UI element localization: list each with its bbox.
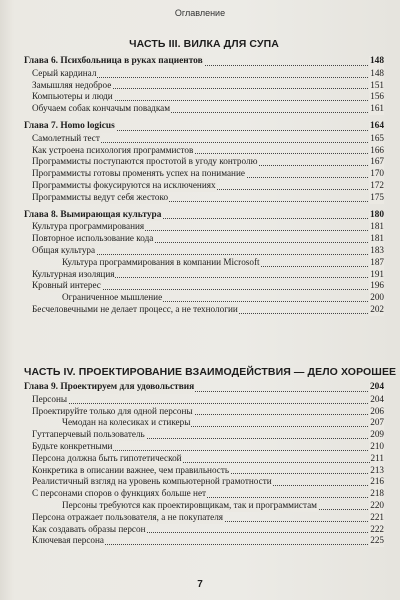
entry-page: 156 (370, 91, 384, 102)
entry-page: 210 (370, 440, 384, 451)
entry-title: Программисты готовы променять успех на понимание (32, 168, 245, 179)
toc-entry[interactable] (24, 524, 384, 536)
running-head: Оглавление (174, 8, 226, 18)
entry-title: Персона должна быть гипотетической (32, 452, 182, 463)
entry-page: 213 (370, 464, 384, 475)
entry-page: 206 (370, 405, 384, 416)
toc-entry[interactable] (24, 68, 384, 80)
entry-page: 209 (370, 429, 384, 440)
entry-page: 181 (370, 221, 384, 232)
entry-title: Самолетный тест (32, 132, 100, 143)
entry-page: 218 (370, 488, 384, 499)
entry-page: 175 (370, 191, 384, 202)
chapter-page: 148 (369, 56, 384, 66)
entry-page: 165 (370, 132, 384, 143)
toc-part-iii (24, 54, 384, 316)
toc-entry[interactable] (24, 168, 384, 180)
chapter-title: Глава 7. Homo logicus (24, 120, 115, 131)
toc-entry[interactable] (24, 145, 384, 157)
toc-entry[interactable] (24, 192, 384, 204)
toc-entry[interactable] (24, 103, 384, 115)
toc-chapter-7[interactable] (24, 121, 384, 133)
chapter-page: 180 (369, 209, 384, 220)
toc-subentry[interactable] (24, 500, 384, 512)
toc-entry[interactable] (24, 133, 384, 145)
chapter-title: Глава 6. Психбольница в руках пациентов (24, 56, 203, 66)
entry-page: 202 (370, 303, 384, 314)
entry-page: 207 (370, 417, 384, 428)
entry-page: 172 (370, 179, 384, 190)
entry-title: Персоны (32, 393, 68, 404)
entry-title: Кровный интерес (32, 280, 101, 291)
toc-entry[interactable] (24, 156, 384, 168)
entry-page: 196 (370, 280, 384, 291)
entry-title: Конкретика в описании важнее, чем правильность (32, 464, 230, 475)
entry-page: 216 (370, 476, 384, 487)
entry-title: Программисты фокусируются на исключениях (32, 179, 216, 190)
toc-subentry[interactable] (24, 257, 384, 269)
toc-entry[interactable] (24, 406, 384, 418)
entry-page: 166 (370, 144, 384, 155)
entry-title: Серый кардинал (32, 67, 97, 78)
entry-title: Гуттаперчевый пользователь (32, 429, 145, 440)
entry-title: Обучаем собак кончачым повадкам (32, 103, 171, 114)
entry-page: 200 (370, 292, 384, 303)
entry-title: С персонами споров о функциях больше нет (32, 488, 207, 499)
chapter-title: Глава 8. Вымирающая культура (24, 209, 162, 220)
toc-entry[interactable] (24, 512, 384, 524)
entry-title: Культура программирования (32, 221, 145, 232)
entry-page: 191 (370, 268, 384, 279)
entry-page: 181 (370, 233, 384, 244)
toc-entry[interactable] (24, 221, 384, 233)
chapter-title: Глава 9. Проектируем для удовольствия (24, 382, 195, 392)
entry-title: Повторное использование кода (32, 233, 154, 244)
entry-page: 161 (370, 103, 384, 114)
entry-title: Персоны требуются как проектировщикам, так и программистам (62, 499, 317, 510)
entry-page: 167 (370, 156, 384, 167)
entry-title: Замышляя недоброе (32, 79, 112, 90)
toc-entry[interactable] (24, 394, 384, 406)
entry-page: 148 (370, 67, 384, 78)
part-title-iii: ЧАСТЬ III. ВИЛКА ДЛЯ СУПА (129, 38, 279, 50)
toc-entry[interactable] (24, 91, 384, 103)
entry-page: 220 (370, 499, 384, 510)
toc-entry[interactable] (24, 245, 384, 257)
toc-entry[interactable] (24, 488, 384, 500)
spacer (24, 115, 384, 119)
entry-title: Культура программирования в компании Microsoft (62, 256, 260, 267)
toc-chapter-6[interactable] (24, 56, 384, 68)
toc-entry[interactable] (24, 280, 384, 292)
toc-subentry[interactable] (24, 417, 384, 429)
toc-entry[interactable] (24, 465, 384, 477)
entry-page: 187 (370, 256, 384, 267)
toc-entry[interactable] (24, 233, 384, 245)
entry-page: 211 (370, 452, 384, 463)
entry-page: 183 (370, 244, 384, 255)
page-number: 7 (197, 579, 203, 590)
toc-entry[interactable] (24, 429, 384, 441)
chapter-page: 164 (369, 120, 384, 131)
entry-title: Программисты поступаются простотой в угоду контролю (32, 156, 258, 167)
chapter-page: 204 (369, 382, 384, 392)
entry-title: Чемодан на колесиках и стикеры (62, 417, 191, 428)
part-title-iv: ЧАСТЬ IV. ПРОЕКТИРОВАНИЕ ВЗАИМОДЕЙСТВИЯ — ДЕЛО ХОРОШЕЕ (24, 366, 397, 378)
toc-subentry[interactable] (24, 292, 384, 304)
entry-title: Персона отражает пользователя, а не покупателя (32, 511, 224, 522)
entry-title: Как устроена психология программистов (32, 144, 194, 155)
toc-chapter-9[interactable] (24, 382, 384, 394)
entry-page: 170 (370, 168, 384, 179)
toc-entry[interactable] (24, 453, 384, 465)
entry-title: Реалистичный взгляд на уровень компьютерной грамотности (32, 476, 272, 487)
entry-title: Компьютеры и люди (32, 91, 113, 102)
toc-entry[interactable] (24, 535, 384, 547)
entry-page: 221 (370, 511, 384, 522)
entry-title: Будьте конкретными (32, 440, 113, 451)
entry-page: 222 (370, 523, 384, 534)
toc-entry[interactable] (24, 180, 384, 192)
entry-title: Как создавать образы персон (32, 523, 146, 534)
entry-title: Ограниченное мышление (62, 292, 163, 303)
entry-title: Бесчеловечными не делает процесс, а не технологии (32, 303, 238, 314)
entry-title: Общая культура (32, 244, 96, 255)
spacer (24, 204, 384, 208)
entry-page: 204 (370, 393, 384, 404)
toc-entry[interactable] (24, 304, 384, 316)
toc-entry[interactable] (24, 476, 384, 488)
toc-entry[interactable] (24, 269, 384, 281)
toc-entry[interactable] (24, 80, 384, 92)
entry-title: Проектируйте только для одной персоны (32, 405, 193, 416)
toc-entry[interactable] (24, 441, 384, 453)
entry-page: 225 (370, 535, 384, 546)
toc-part-iv (24, 380, 384, 547)
entry-title: Ключевая персона (32, 535, 104, 546)
entry-page: 151 (370, 79, 384, 90)
toc-chapter-8[interactable] (24, 210, 384, 222)
entry-title: Программисты ведут себя жестоко (32, 191, 169, 202)
entry-title: Культурная изоляция (32, 268, 115, 279)
